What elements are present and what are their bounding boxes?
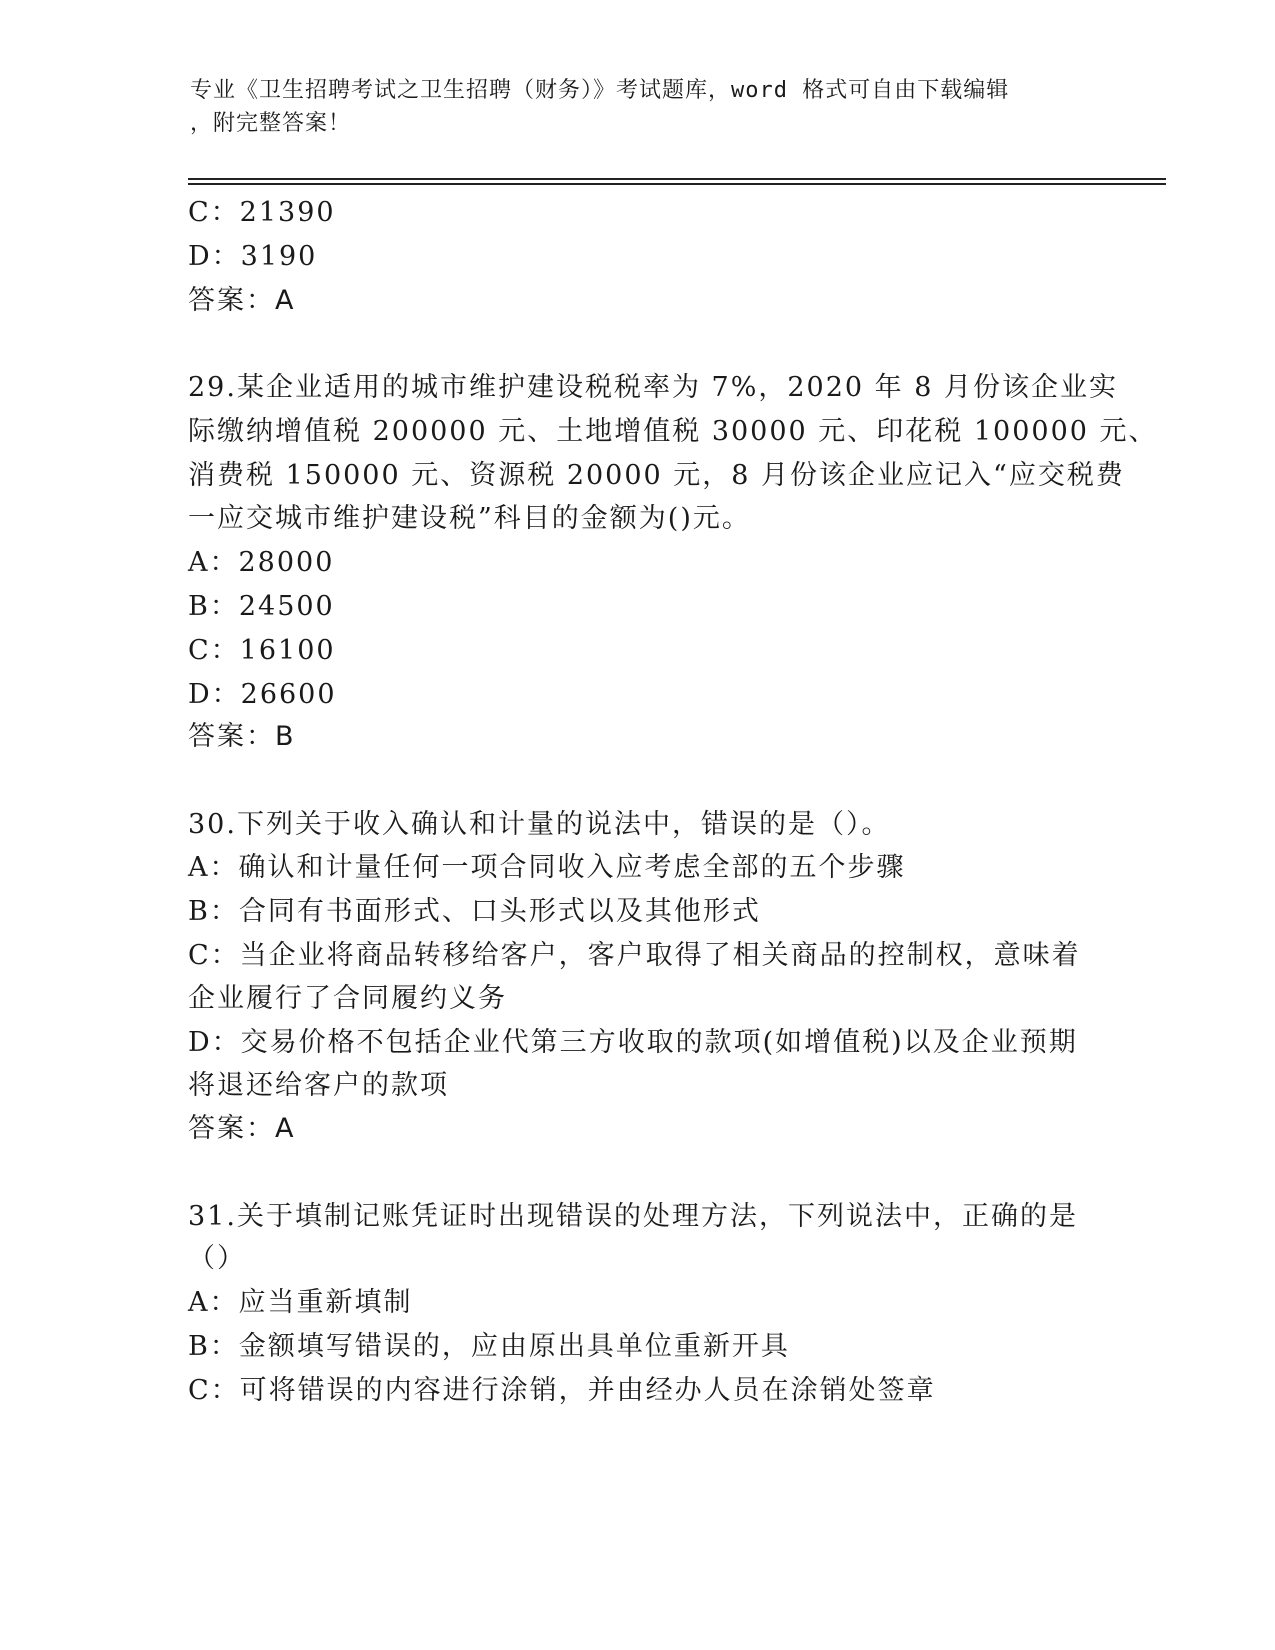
q31-option-b: B：金额填写错误的，应由原出具单位重新开具 bbox=[188, 1331, 790, 1362]
q28-option-d: D：3190 bbox=[188, 241, 318, 272]
q29-answer: 答案：B bbox=[188, 721, 296, 752]
q28-option-c: C：21390 bbox=[188, 197, 336, 228]
q30-option-c-line-1: C：当企业将商品转移给客户，客户取得了相关商品的控制权，意味着 bbox=[188, 940, 1081, 971]
q29-stem-line-1: 29.某企业适用的城市维护建设税税率为 7%，2020 年 8 月份该企业实 bbox=[188, 372, 1118, 403]
q29-stem-line-3: 消费税 150000 元、资源税 20000 元，8 月份该企业应记入“应交税费 bbox=[188, 460, 1125, 491]
header-divider-bottom bbox=[188, 183, 1166, 185]
q30-option-b: B：合同有书面形式、口头形式以及其他形式 bbox=[188, 896, 761, 927]
q30-option-a: A：确认和计量任何一项合同收入应考虑全部的五个步骤 bbox=[188, 852, 906, 883]
q31-stem-line-2: （） bbox=[188, 1243, 246, 1274]
q31-stem-line-1: 31.关于填制记账凭证时出现错误的处理方法，下列说法中，正确的是 bbox=[188, 1201, 1078, 1232]
q30-option-d-line-1: D：交易价格不包括企业代第三方收取的款项(如增值税)以及企业预期 bbox=[188, 1027, 1078, 1058]
q29-option-d: D：26600 bbox=[188, 679, 337, 710]
q28-answer: 答案：A bbox=[188, 285, 296, 316]
q30-answer: 答案：A bbox=[188, 1113, 296, 1144]
q29-stem-line-2: 际缴纳增值税 200000 元、土地增值税 30000 元、印花税 100000 元、 bbox=[188, 416, 1158, 447]
document-header bbox=[190, 74, 1090, 140]
q29-stem-line-4: 一应交城市维护建设税”科目的金额为()元。 bbox=[188, 503, 751, 534]
header-line-1: 专业《卫生招聘考试之卫生招聘（财务）》考试题库，word 格式可自由下载编辑 bbox=[190, 78, 1010, 103]
q29-option-a: A：28000 bbox=[188, 547, 335, 578]
q30-stem: 30.下列关于收入确认和计量的说法中，错误的是（）。 bbox=[188, 809, 891, 840]
header-divider-top bbox=[188, 178, 1166, 180]
q29-option-c: C：16100 bbox=[188, 635, 336, 666]
q31-option-c: C：可将错误的内容进行涂销，并由经办人员在涂销处签章 bbox=[188, 1375, 936, 1406]
q30-option-d-line-2: 将退还给客户的款项 bbox=[188, 1070, 449, 1101]
header-line-2: ，附完整答案！ bbox=[190, 111, 352, 136]
q30-option-c-line-2: 企业履行了合同履约义务 bbox=[188, 983, 507, 1014]
q29-option-b: B：24500 bbox=[188, 591, 335, 622]
q31-option-a: A：应当重新填制 bbox=[188, 1287, 413, 1318]
